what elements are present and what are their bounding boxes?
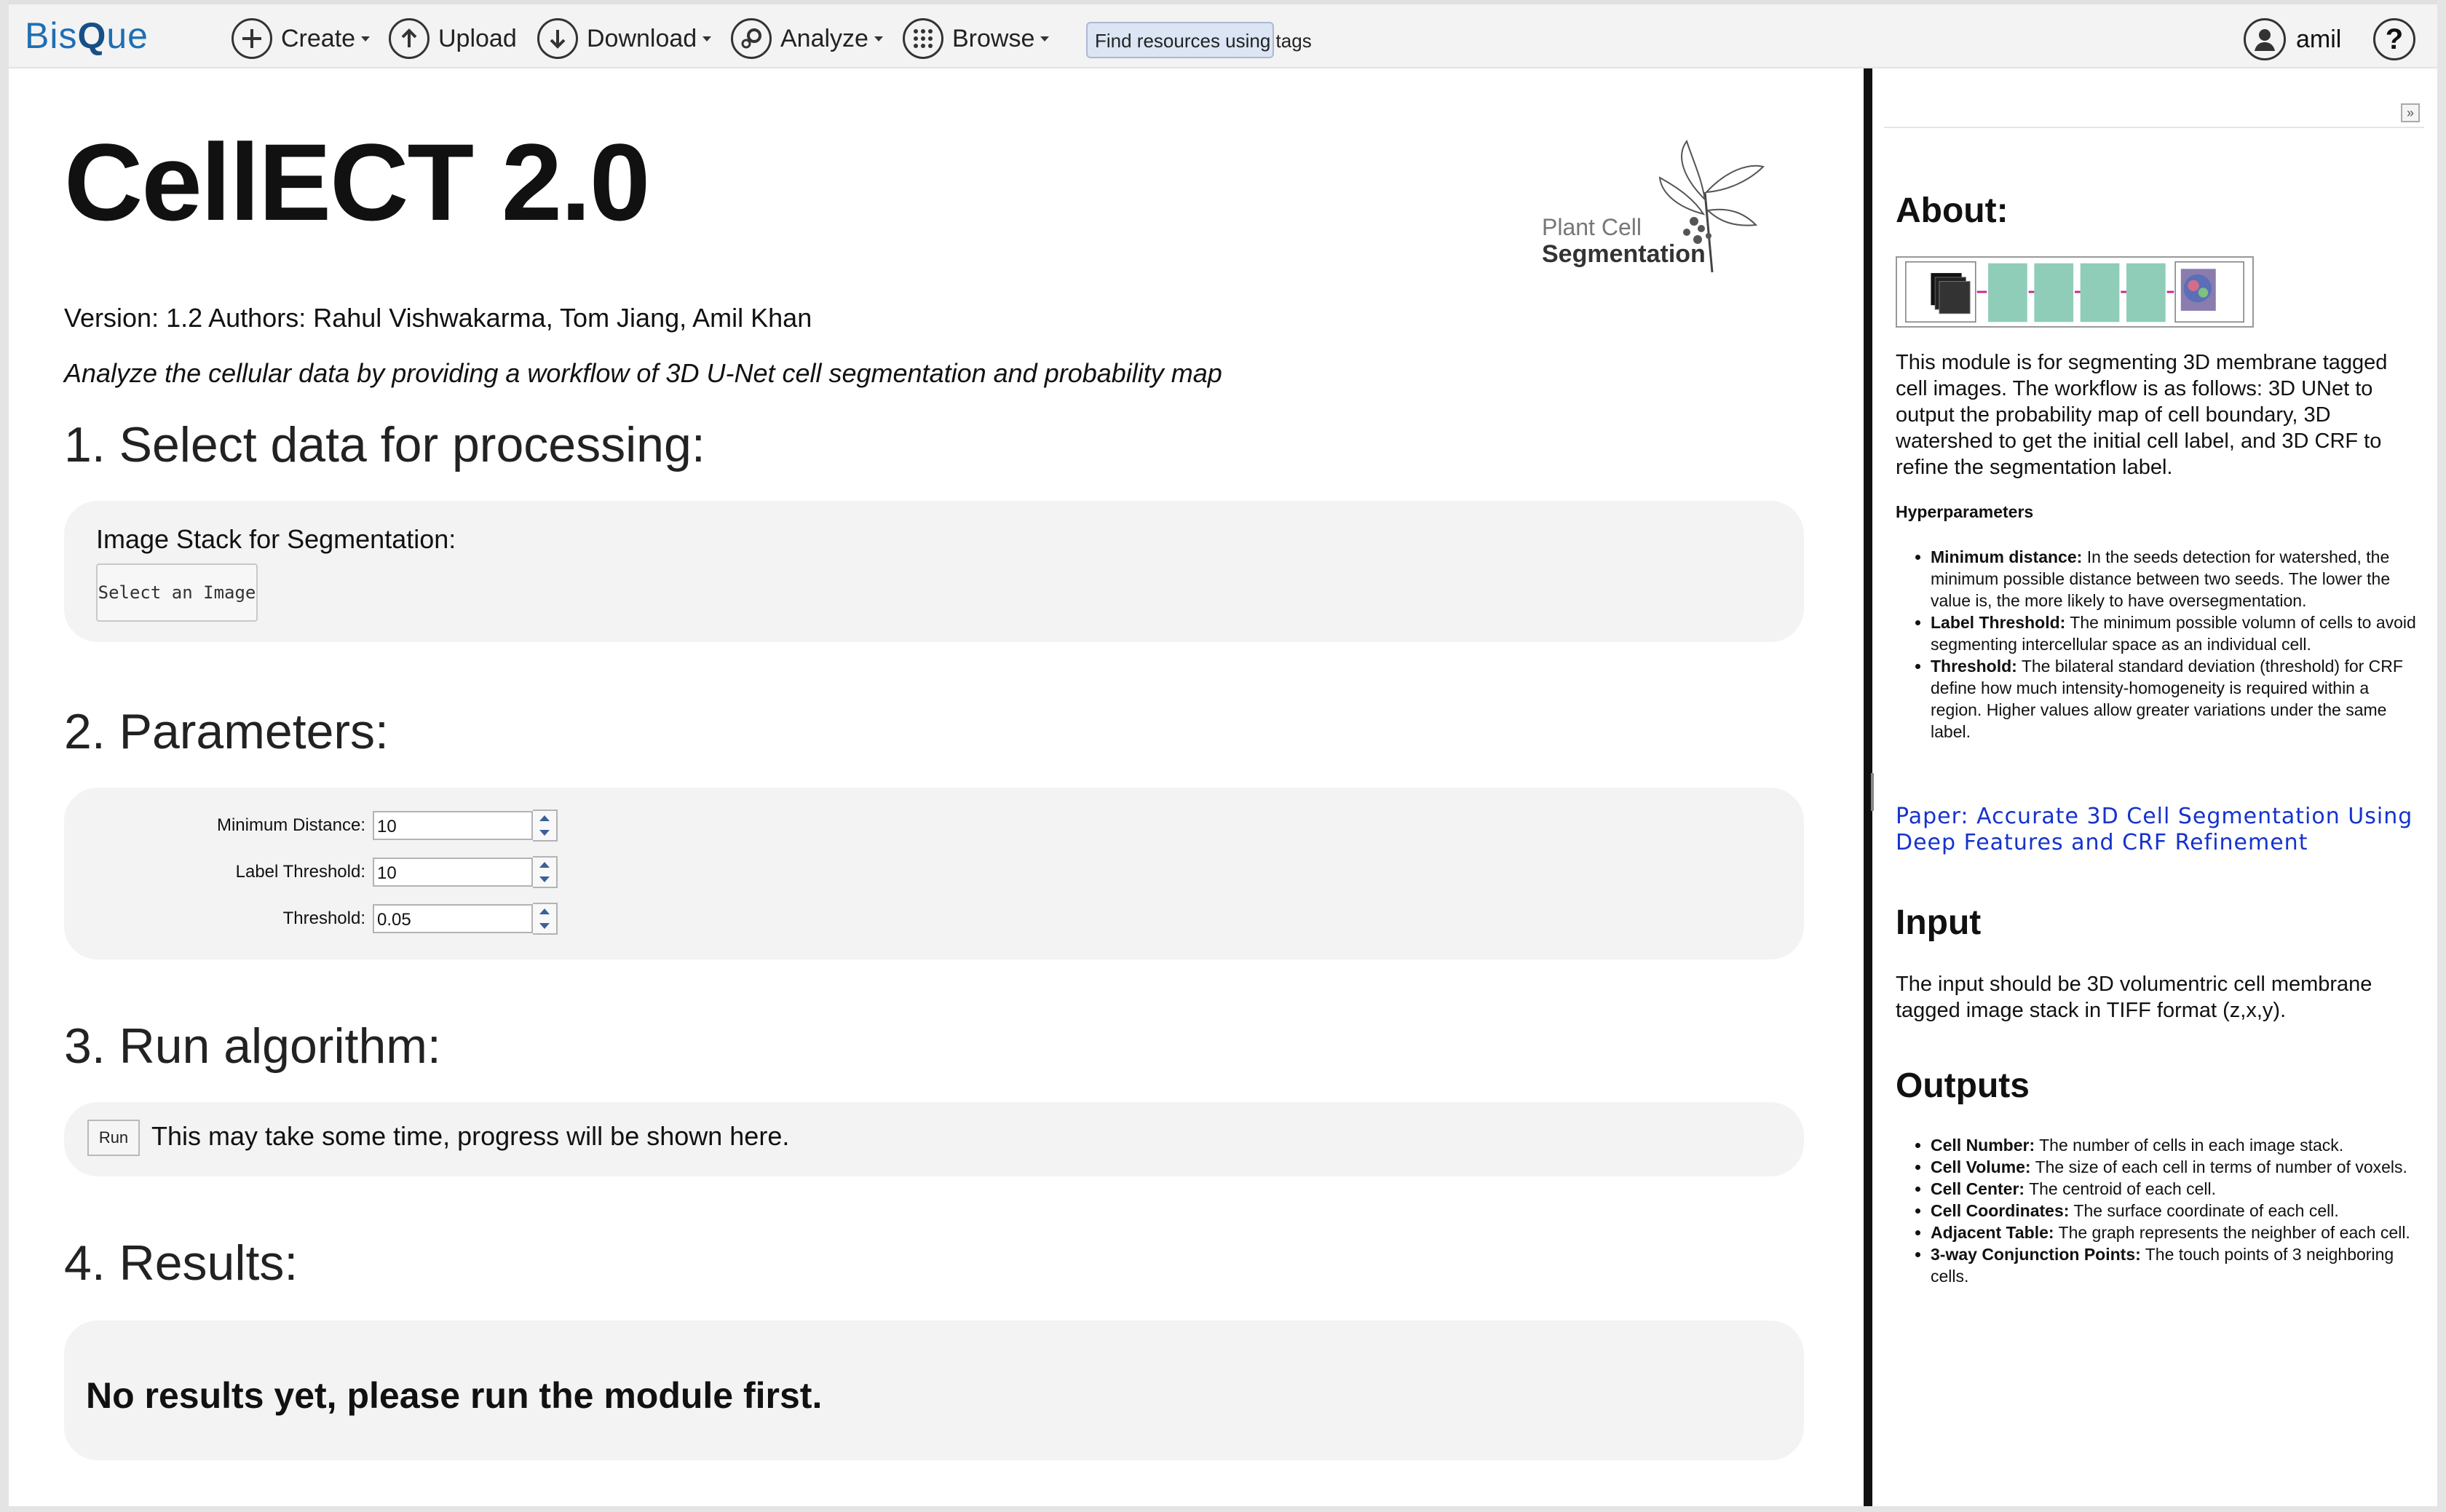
hyper-term: Threshold: xyxy=(1931,657,2017,676)
minimum-distance-label: Minimum Distance: xyxy=(216,815,365,835)
results-card xyxy=(64,1321,1804,1460)
output-term: Cell Volume: xyxy=(1931,1157,2031,1176)
output-desc: The graph represents the neighber of each cell. xyxy=(2054,1223,2410,1242)
download-icon xyxy=(537,18,578,59)
label-threshold-input[interactable]: 10 xyxy=(373,858,533,887)
input-text: The input should be 3D volumentric cell membrane tagged image stack in TIFF format (z,x,y). xyxy=(1896,973,2372,1022)
side-panel-header xyxy=(1884,98,2424,128)
list-item xyxy=(1931,1134,2418,1156)
user-icon xyxy=(2244,18,2286,60)
label-threshold-label: Label Threshold: xyxy=(235,862,365,882)
list-item xyxy=(1931,546,2418,611)
list-item xyxy=(1931,655,2418,743)
module-description: Analyze the cellular data by providing a workflow of 3D U-Net cell segmentation and probability map xyxy=(64,358,1222,388)
collapse-panel-icon[interactable]: » xyxy=(2401,103,2420,122)
hyperparameters-list xyxy=(1909,546,2418,743)
output-term: Adjacent Table: xyxy=(1931,1223,2054,1242)
user-menu[interactable] xyxy=(2244,17,2350,61)
output-desc: The surface coordinate of each cell. xyxy=(2069,1201,2339,1220)
about-text: This module is for segmenting 3D membrane tagged cell images. The workflow is as follows: 3D UNet to output the probability map of cell boundary, 3D watershed to get the initial cell label, and 3D CRF to refine the segmentation label. xyxy=(1896,351,2388,479)
list-item xyxy=(1931,1178,2418,1200)
upload-icon xyxy=(389,18,430,59)
outputs-list xyxy=(1909,1134,2418,1287)
logo-line1: Plant Cell xyxy=(1542,214,1642,240)
chevron-down-icon xyxy=(1040,36,1049,41)
analyze-label: Analyze xyxy=(780,24,868,52)
minimum-distance-stepper[interactable] xyxy=(533,810,558,842)
download-label: Download xyxy=(587,24,697,52)
hyper-desc: The bilateral standard deviation (threshold) for CRF define how much intensity-homogeneity is required within a region. Higher values allow greater variations under the same label. xyxy=(1931,657,2403,741)
chevron-down-icon xyxy=(702,36,711,41)
list-item xyxy=(1931,1200,2418,1222)
section-results-heading: 4. Results: xyxy=(64,1235,298,1291)
run-button[interactable]: Run xyxy=(87,1120,140,1156)
section-select-data-heading: 1. Select data for processing: xyxy=(64,417,705,472)
output-desc: The number of cells in each image stack. xyxy=(2035,1136,2344,1155)
output-desc: The centroid of each cell. xyxy=(2025,1179,2217,1198)
output-term: Cell Number: xyxy=(1931,1136,2035,1155)
hyper-desc: In the seeds detection for watershed, the minimum possible distance between two seeds. The lower the value is, the more likely to have oversegmentation. xyxy=(1931,547,2391,610)
output-term: Cell Coordinates: xyxy=(1931,1201,2070,1220)
list-item xyxy=(1931,1222,2418,1243)
hyper-term: Minimum distance: xyxy=(1931,547,2083,566)
run-progress-text: This may take some time, progress will be shown here. xyxy=(151,1121,790,1151)
page-title: CellECT 2.0 xyxy=(64,121,649,243)
help-menu[interactable] xyxy=(2373,17,2423,61)
select-data-card xyxy=(64,501,1804,642)
create-label: Create xyxy=(281,24,356,52)
bisque-logo[interactable]: BisQue xyxy=(25,15,149,56)
list-item xyxy=(1931,1156,2418,1178)
upload-menu[interactable] xyxy=(389,16,517,61)
image-stack-label: Image Stack for Segmentation: xyxy=(96,524,456,554)
output-desc: The touch points of 3 neighboring cells. xyxy=(1931,1245,2394,1286)
help-side-panel xyxy=(1874,68,2437,1506)
run-card xyxy=(64,1102,1804,1176)
workflow-diagram xyxy=(1896,256,2254,328)
module-main xyxy=(9,68,1865,1506)
hyper-term: Label Threshold: xyxy=(1931,613,2066,632)
logo-line2: Segmentation xyxy=(1542,240,1706,268)
top-navbar xyxy=(9,0,2437,68)
browse-label: Browse xyxy=(952,24,1035,52)
parameters-card xyxy=(64,788,1804,959)
outputs-heading: Outputs xyxy=(1896,1066,2030,1105)
upload-label: Upload xyxy=(438,24,517,52)
results-message: No results yet, please run the module first. xyxy=(86,1375,823,1416)
chevron-down-icon xyxy=(361,36,370,41)
section-parameters-heading: 2. Parameters: xyxy=(64,704,389,759)
paper-link[interactable]: Paper: Accurate 3D Cell Segmentation Using Deep Features and CRF Refinement xyxy=(1896,804,2413,855)
username: amil xyxy=(2296,25,2342,53)
hyper-desc: The minimum possible volumn of cells to avoid segmenting intercellular space as an individual cell. xyxy=(1931,613,2416,654)
analyze-menu[interactable] xyxy=(731,16,883,61)
search-input[interactable]: Find resources using tags xyxy=(1086,22,1274,58)
version-authors: Version: 1.2 Authors: Rahul Vishwakarma, Tom Jiang, Amil Khan xyxy=(64,303,812,333)
download-menu[interactable] xyxy=(537,16,711,61)
threshold-label: Threshold: xyxy=(282,909,365,928)
threshold-stepper[interactable] xyxy=(533,903,558,935)
input-heading: Input xyxy=(1896,903,1982,942)
label-threshold-stepper[interactable] xyxy=(533,856,558,888)
minimum-distance-input[interactable]: 10 xyxy=(373,811,533,840)
select-image-button[interactable]: Select an Image xyxy=(96,563,258,622)
gears-icon xyxy=(731,18,772,59)
grid-icon xyxy=(903,18,943,59)
about-heading: About: xyxy=(1896,191,2008,230)
chevron-down-icon xyxy=(874,36,883,41)
output-term: 3-way Conjunction Points: xyxy=(1931,1245,2141,1264)
create-menu[interactable] xyxy=(231,16,370,61)
list-item xyxy=(1931,1243,2418,1287)
param-row-label-threshold xyxy=(45,856,558,888)
param-row-threshold xyxy=(45,903,558,935)
list-item xyxy=(1931,611,2418,655)
hyperparameters-heading: Hyperparameters xyxy=(1896,502,2034,521)
plus-circle-icon xyxy=(231,18,272,59)
threshold-input[interactable]: 0.05 xyxy=(373,904,533,933)
param-row-minimum-distance xyxy=(45,810,558,842)
help-icon: ? xyxy=(2373,18,2415,60)
output-desc: The size of each cell in terms of number of voxels. xyxy=(2030,1157,2407,1176)
browse-menu[interactable] xyxy=(903,16,1049,61)
output-term: Cell Center: xyxy=(1931,1179,2025,1198)
section-run-heading: 3. Run algorithm: xyxy=(64,1018,441,1074)
